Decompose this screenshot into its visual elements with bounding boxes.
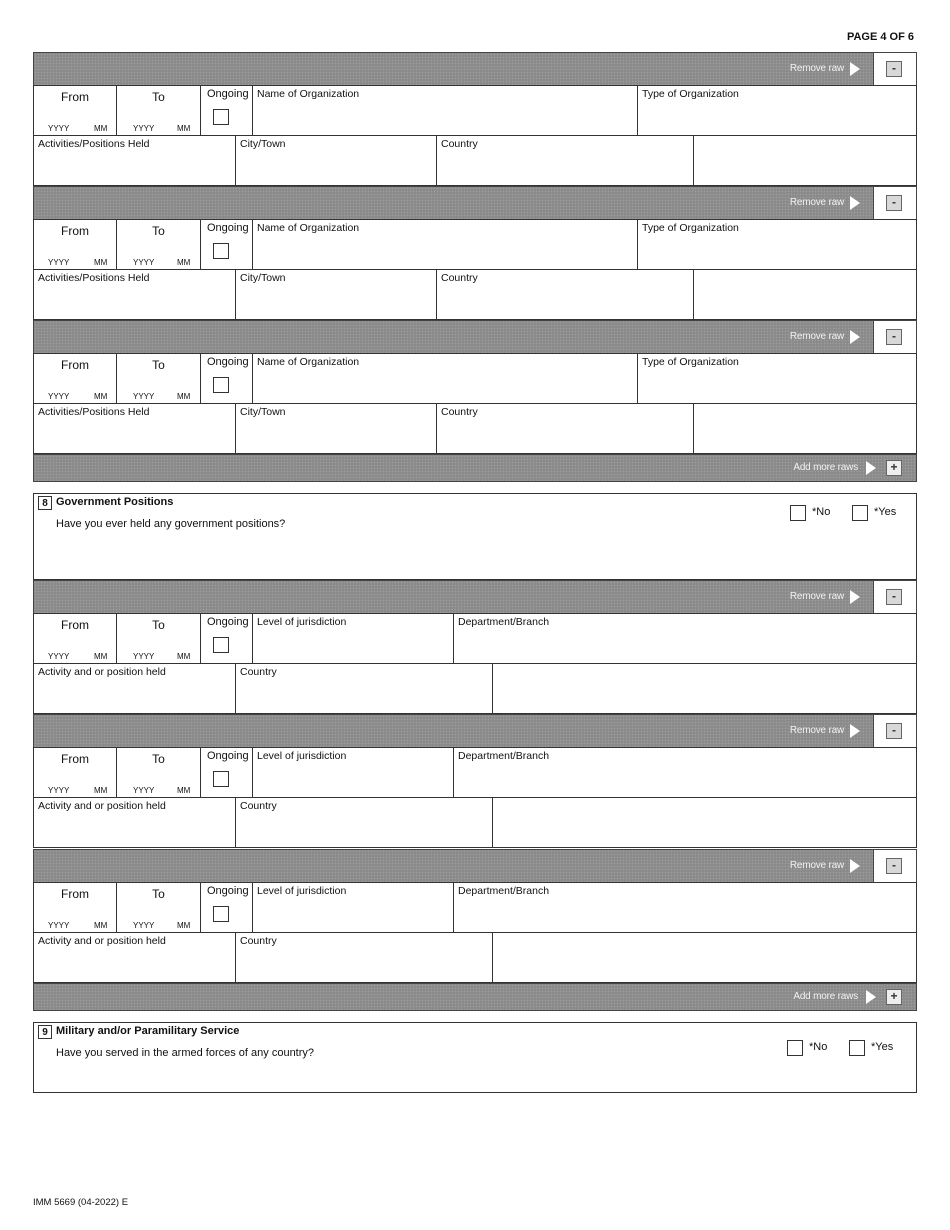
jurisdiction-level-label: Level of jurisdiction <box>257 885 347 897</box>
yyyy-label: YYYY <box>48 392 70 401</box>
ongoing-checkbox[interactable] <box>213 243 229 259</box>
remove-row-bar <box>33 52 917 86</box>
from-date-field[interactable] <box>33 882 117 933</box>
blank-field[interactable] <box>492 663 917 714</box>
ongoing-field <box>200 882 253 933</box>
from-label: From <box>61 887 89 901</box>
ongoing-label: Ongoing <box>207 222 249 234</box>
ongoing-field <box>200 85 253 136</box>
from-label: From <box>61 752 89 766</box>
to-date-field[interactable] <box>116 219 201 270</box>
city-field[interactable] <box>235 269 437 320</box>
blank-field[interactable] <box>693 403 917 454</box>
mm-label: MM <box>177 392 191 401</box>
to-date-field[interactable] <box>116 353 201 404</box>
mm-label: MM <box>177 124 191 133</box>
no-checkbox[interactable] <box>787 1040 803 1056</box>
activities-label: Activities/Positions Held <box>38 138 150 150</box>
to-date-field[interactable] <box>116 613 201 664</box>
country-field[interactable] <box>235 797 493 848</box>
remove-row-button[interactable]: - <box>886 329 902 345</box>
remove-row-button[interactable]: - <box>886 61 902 77</box>
to-label: To <box>152 752 165 766</box>
country-field[interactable] <box>436 135 694 186</box>
yyyy-label: YYYY <box>48 652 70 661</box>
from-label: From <box>61 90 89 104</box>
mm-label: MM <box>94 921 108 930</box>
country-label: Country <box>240 935 277 947</box>
yyyy-label: YYYY <box>48 258 70 267</box>
from-label: From <box>61 224 89 238</box>
ongoing-checkbox[interactable] <box>213 377 229 393</box>
mm-label: MM <box>177 921 191 930</box>
ongoing-checkbox[interactable] <box>213 771 229 787</box>
ongoing-checkbox[interactable] <box>213 637 229 653</box>
activity-position-label: Activity and or position held <box>38 800 166 812</box>
activities-label: Activities/Positions Held <box>38 406 150 418</box>
remove-button-area <box>873 187 916 219</box>
country-label: Country <box>240 800 277 812</box>
remove-row-bar <box>33 580 917 614</box>
ongoing-label: Ongoing <box>207 750 249 762</box>
ongoing-label: Ongoing <box>207 88 249 100</box>
no-label: *No <box>809 1041 828 1053</box>
section-title: Government Positions <box>56 496 174 508</box>
city-field[interactable] <box>235 135 437 186</box>
jurisdiction-level-label: Level of jurisdiction <box>257 750 347 762</box>
ongoing-checkbox[interactable] <box>213 906 229 922</box>
activities-field[interactable] <box>33 269 236 320</box>
add-rows-button[interactable]: + <box>886 989 902 1005</box>
yyyy-label: YYYY <box>133 392 155 401</box>
jurisdiction-level-field[interactable] <box>252 882 454 933</box>
remove-button-area <box>873 715 916 747</box>
arrow-right-icon <box>850 62 860 76</box>
organization-name-field[interactable] <box>252 353 638 404</box>
arrow-right-icon <box>866 461 876 475</box>
to-label: To <box>152 358 165 372</box>
from-label: From <box>61 358 89 372</box>
organization-type-field[interactable] <box>637 85 917 136</box>
city-label: City/Town <box>240 406 286 418</box>
section-number: 8 <box>38 496 52 510</box>
section-number: 9 <box>38 1025 52 1039</box>
from-date-field[interactable] <box>33 613 117 664</box>
remove-row-bar <box>33 186 917 220</box>
mm-label: MM <box>177 786 191 795</box>
arrow-right-icon <box>850 196 860 210</box>
organization-type-label: Type of Organization <box>642 356 739 368</box>
country-field[interactable] <box>436 403 694 454</box>
remove-row-label: Remove raw <box>789 63 844 74</box>
city-label: City/Town <box>240 272 286 284</box>
department-label: Department/Branch <box>458 616 550 628</box>
to-label: To <box>152 618 165 632</box>
page-number: PAGE 4 OF 6 <box>846 31 914 43</box>
department-label: Department/Branch <box>458 750 550 762</box>
section-9-military-service <box>33 1022 917 1093</box>
remove-row-label: Remove raw <box>789 591 844 602</box>
blank-field[interactable] <box>693 269 917 320</box>
organization-name-label: Name of Organization <box>257 356 360 368</box>
remove-row-label: Remove raw <box>789 725 844 736</box>
blank-field[interactable] <box>693 135 917 186</box>
organization-name-label: Name of Organization <box>257 88 360 100</box>
activities-field[interactable] <box>33 135 236 186</box>
yyyy-label: YYYY <box>133 258 155 267</box>
ongoing-field <box>200 613 253 664</box>
blank-field[interactable] <box>492 797 917 848</box>
section-8-government-positions <box>33 493 917 580</box>
country-field[interactable] <box>235 932 493 983</box>
add-rows-label: Add more raws <box>793 462 858 473</box>
country-label: Country <box>441 406 478 418</box>
jurisdiction-level-label: Level of jurisdiction <box>257 616 347 628</box>
yyyy-label: YYYY <box>48 786 70 795</box>
activities-label: Activities/Positions Held <box>38 272 150 284</box>
remove-button-area <box>873 53 916 85</box>
yyyy-label: YYYY <box>133 786 155 795</box>
yyyy-label: YYYY <box>133 921 155 930</box>
remove-row-button[interactable]: - <box>886 723 902 739</box>
from-date-field[interactable] <box>33 85 117 136</box>
organization-type-label: Type of Organization <box>642 88 739 100</box>
remove-button-area <box>873 321 916 353</box>
arrow-right-icon <box>866 990 876 1004</box>
from-label: From <box>61 618 89 632</box>
no-checkbox[interactable] <box>790 505 806 521</box>
remove-row-bar <box>33 320 917 354</box>
mm-label: MM <box>94 258 108 267</box>
remove-row-button[interactable]: - <box>886 589 902 605</box>
ongoing-field <box>200 747 253 798</box>
no-label: *No <box>812 506 831 518</box>
ongoing-label: Ongoing <box>207 616 249 628</box>
blank-field[interactable] <box>492 932 917 983</box>
ongoing-label: Ongoing <box>207 356 249 368</box>
yyyy-label: YYYY <box>48 921 70 930</box>
to-label: To <box>152 90 165 104</box>
jurisdiction-level-field[interactable] <box>252 747 454 798</box>
activity-position-field[interactable] <box>33 797 236 848</box>
yyyy-label: YYYY <box>48 124 70 133</box>
add-rows-bar <box>33 454 917 482</box>
section-title: Military and/or Paramilitary Service <box>56 1025 240 1037</box>
yes-label: *Yes <box>874 506 897 518</box>
activity-position-field[interactable] <box>33 932 236 983</box>
arrow-right-icon <box>850 330 860 344</box>
organization-type-field[interactable] <box>637 219 917 270</box>
activity-position-label: Activity and or position held <box>38 666 166 678</box>
mm-label: MM <box>94 786 108 795</box>
country-label: Country <box>240 666 277 678</box>
city-field[interactable] <box>235 403 437 454</box>
country-field[interactable] <box>436 269 694 320</box>
to-label: To <box>152 224 165 238</box>
remove-row-label: Remove raw <box>789 197 844 208</box>
remove-row-bar <box>33 849 917 883</box>
organization-name-label: Name of Organization <box>257 222 360 234</box>
country-label: Country <box>441 138 478 150</box>
from-date-field[interactable] <box>33 747 117 798</box>
mm-label: MM <box>94 124 108 133</box>
department-field[interactable] <box>453 882 917 933</box>
department-label: Department/Branch <box>458 885 550 897</box>
country-field[interactable] <box>235 663 493 714</box>
add-rows-bar <box>33 983 917 1011</box>
yyyy-label: YYYY <box>133 124 155 133</box>
arrow-right-icon <box>850 724 860 738</box>
remove-row-label: Remove raw <box>789 860 844 871</box>
department-field[interactable] <box>453 613 917 664</box>
ongoing-field <box>200 219 253 270</box>
section-question: Have you ever held any government positions? <box>56 518 286 530</box>
activities-field[interactable] <box>33 403 236 454</box>
jurisdiction-level-field[interactable] <box>252 613 454 664</box>
to-label: To <box>152 887 165 901</box>
remove-button-area <box>873 581 916 613</box>
to-date-field[interactable] <box>116 882 201 933</box>
yes-checkbox[interactable] <box>849 1040 865 1056</box>
ongoing-checkbox[interactable] <box>213 109 229 125</box>
remove-row-label: Remove raw <box>789 331 844 342</box>
mm-label: MM <box>177 652 191 661</box>
arrow-right-icon <box>850 859 860 873</box>
add-rows-label: Add more raws <box>793 991 858 1002</box>
activity-position-field[interactable] <box>33 663 236 714</box>
section-question: Have you served in the armed forces of any country? <box>56 1047 315 1059</box>
add-rows-button[interactable]: + <box>886 460 902 476</box>
mm-label: MM <box>177 258 191 267</box>
activity-position-label: Activity and or position held <box>38 935 166 947</box>
yes-label: *Yes <box>871 1041 894 1053</box>
organization-type-label: Type of Organization <box>642 222 739 234</box>
yyyy-label: YYYY <box>133 652 155 661</box>
form-code-footer: IMM 5669 (04-2022) E <box>33 1197 129 1208</box>
organization-name-field[interactable] <box>252 85 638 136</box>
remove-row-button[interactable]: - <box>886 195 902 211</box>
remove-row-bar <box>33 714 917 748</box>
organization-type-field[interactable] <box>637 353 917 404</box>
remove-row-button[interactable]: - <box>886 858 902 874</box>
country-label: Country <box>441 272 478 284</box>
arrow-right-icon <box>850 590 860 604</box>
city-label: City/Town <box>240 138 286 150</box>
yes-checkbox[interactable] <box>852 505 868 521</box>
ongoing-label: Ongoing <box>207 885 249 897</box>
from-date-field[interactable] <box>33 219 117 270</box>
ongoing-field <box>200 353 253 404</box>
from-date-field[interactable] <box>33 353 117 404</box>
to-date-field[interactable] <box>116 747 201 798</box>
department-field[interactable] <box>453 747 917 798</box>
mm-label: MM <box>94 392 108 401</box>
mm-label: MM <box>94 652 108 661</box>
remove-button-area <box>873 850 916 882</box>
to-date-field[interactable] <box>116 85 201 136</box>
organization-name-field[interactable] <box>252 219 638 270</box>
